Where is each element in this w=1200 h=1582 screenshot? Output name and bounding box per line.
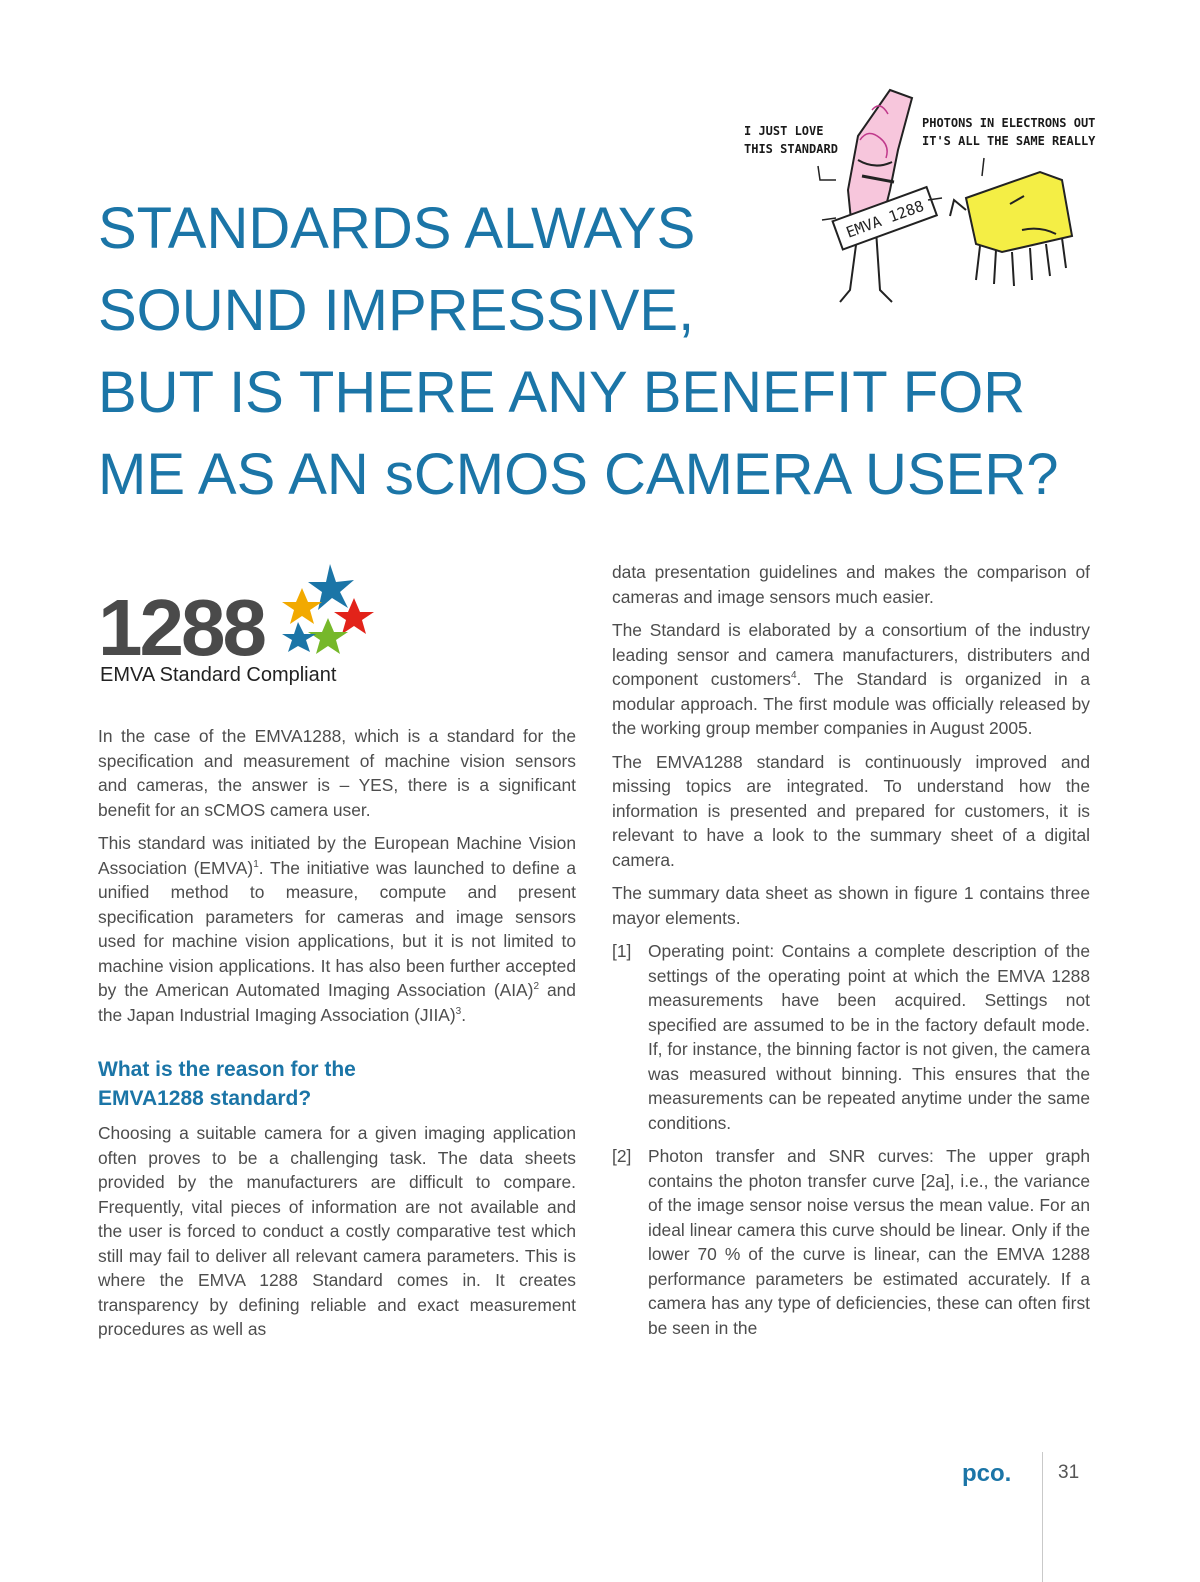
list-item-text: Operating point: Contains a complete description of the settings of the operating point at which the EMVA 1288 measurements have been acquired. Settings not specified are assumed to be in the factory default mode. If, for instance, the binning factor is not given, the camera was measured without binning. This ensures that the measurements can be repeated anytime under the same conditions. [648,941,1090,1133]
text-run: and the Japan Industrial Imaging Association (JIIA) [98,980,576,1025]
footnote-ref: 4 [790,670,797,682]
speech-bubble-left [744,122,838,158]
cartoon-sign-text: EMVA 1288 [843,196,927,242]
bubble-line: I JUST LOVE [744,124,824,138]
colorful-stars-icon [278,558,378,658]
left-column [98,724,576,1351]
paragraph [612,618,1090,741]
bubble-line: IT'S ALL THE SAME REALLY [922,134,1096,148]
pco-logo: pco. [962,1460,1012,1487]
right-column [612,560,1090,1349]
paragraph: Choosing a suitable camera for a given imaging application often proves to be a challenging task. The data sheets provided by the manufacturers are difficult to compare. Frequently, vital pieces of information are not available and the user is forced to conduct a costly comparative test which still may fail to deliver all relevant camera parameters. This is where the EMVA 1288 Standard comes in. It creates transparency by defining reliable and exact measurement procedures as well as [98,1123,576,1339]
footnote-ref: 2 [533,981,539,993]
logo-number: 1288 [98,583,264,672]
text-run: . [461,1004,467,1025]
text-run: . The initiative was launched to define a unified method to measure, compute and present specification parameters for cameras and image sensors used for machine vision applications, but it is not limited to machine vision applications. It has also been further accepted by the American Automated Imaging Association (AIA) [98,857,576,1000]
cartoon-illustration [740,80,1110,320]
speech-bubble-right [922,114,1095,150]
title-line: ME AS AN sCMOS CAMERA USER? [98,442,1059,507]
heading-line: EMVA1288 standard? [98,1087,312,1110]
text-run: The Standard is elaborated by a consortium of the industry leading sensor and camera manufacturers, distributers and component customers [612,620,1090,689]
section-heading [98,1055,576,1113]
footnote-ref: 3 [455,1005,462,1017]
text-run: . The Standard is organized in a modular approach. The first module was officially released by the working group member companies in August 2005. [612,669,1090,738]
footer-divider [1042,1452,1043,1582]
page-number: 31 [1058,1462,1080,1483]
list-item-number: [2] [612,1146,632,1166]
heading-line: What is the reason for the [98,1058,356,1081]
bubble-line: THIS STANDARD [744,142,838,156]
text-run: This standard was initiated by the European Machine Vision Association (EMVA) [98,833,576,878]
list-item-text: Photon transfer and SNR curves: The upper graph contains the photon transfer curve [2a], i.e., the variance of the image sensor noise versus the mean value. For an ideal linear camera this curve should be linear. Only if the lower 70 % of the curve is linear, can the EMVA 1288 performance parameters be estimated accurately. If a camera has any type of deficiencies, these can often first be seen in the [648,1146,1090,1338]
bubble-line: PHOTONS IN ELECTRONS OUT [922,116,1096,130]
paragraph: data presentation guidelines and makes the comparison of cameras and image sensors much easier. [612,562,1090,607]
list-item [612,1144,1090,1340]
title-line: BUT IS THERE ANY BENEFIT FOR [98,360,1026,425]
list-item [612,939,1090,1135]
paragraph: The EMVA1288 standard is continuously improved and missing topics are integrated. To understand how the information is presented and prepared for customers, it is relevant to have a look to the summary sheet of a digital camera. [612,751,1090,870]
title-line: SOUND IMPRESSIVE, [98,278,695,343]
footnote-ref: 1 [253,858,259,870]
list-item-number: [1] [612,941,632,961]
paragraph: The summary data sheet as shown in figure 1 contains three mayor elements. [612,883,1090,928]
paragraph [98,831,576,1027]
emva-1288-logo [98,558,398,698]
paragraph: In the case of the EMVA1288, which is a standard for the specification and measurement of machine vision sensors and cameras, the answer is – YES, there is a significant benefit for an sCMOS camera user. [98,726,576,820]
title-line: STANDARDS ALWAYS [98,196,696,261]
logo-caption: EMVA Standard Compliant [100,664,337,686]
